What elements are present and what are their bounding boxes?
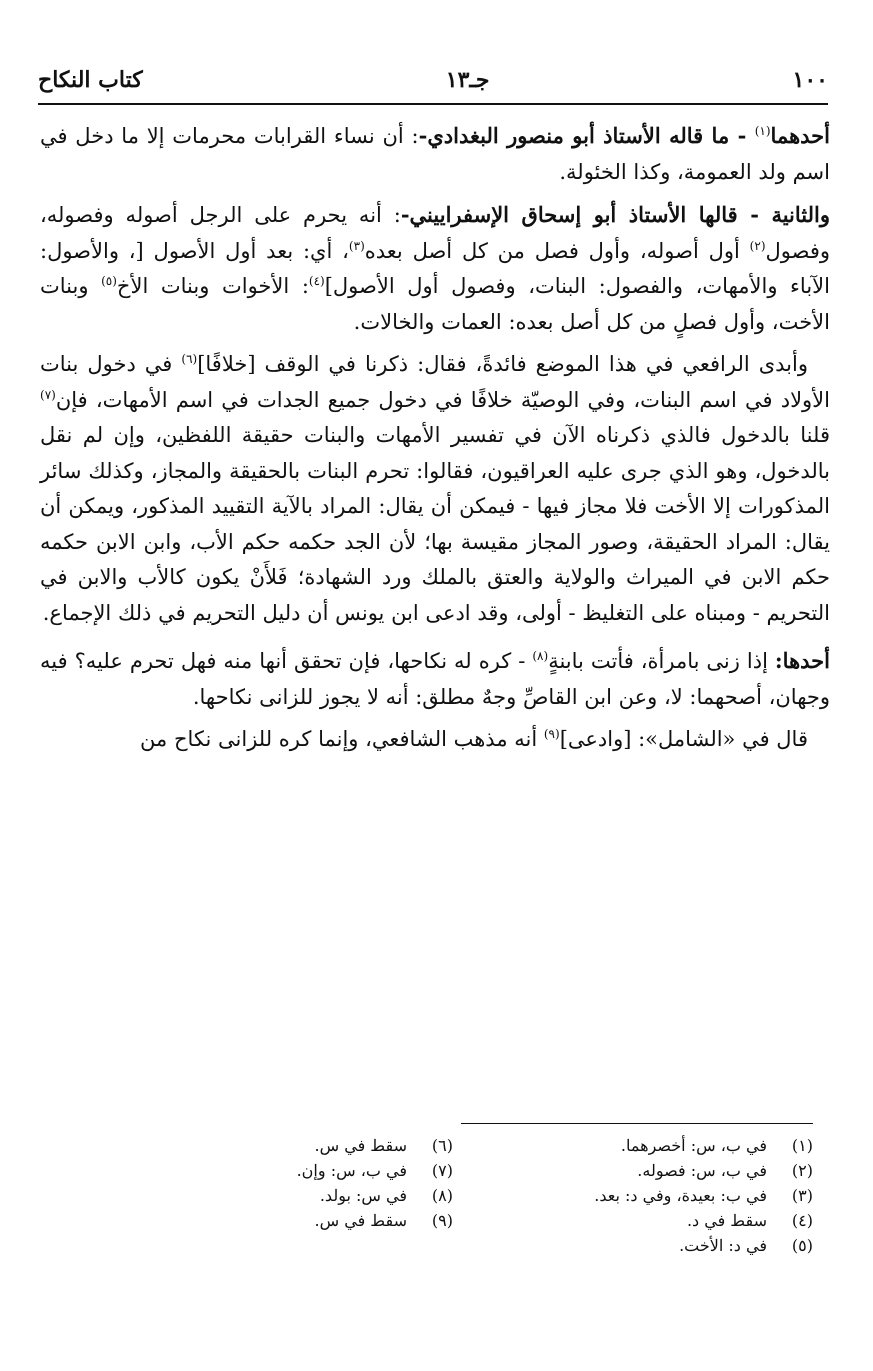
- footnote-number: (٤): [791, 1211, 813, 1230]
- footnote-text: في د: الأخت.: [679, 1236, 767, 1255]
- footnote-text: سقط في س.: [314, 1136, 407, 1155]
- footnote-ref-4: (٤): [308, 274, 325, 288]
- footnote-text: في ب: بعيدة، وفي د: بعد.: [594, 1186, 767, 1205]
- footnote-5: [493, 1233, 813, 1258]
- footnote-number: (٢): [791, 1161, 813, 1180]
- footnote-divider: [461, 1123, 813, 1124]
- para2-text-4: : الأخوات وبنات الأخ: [116, 274, 309, 298]
- footnote-number: (٧): [431, 1161, 453, 1180]
- footnote-number: (٥): [791, 1236, 813, 1255]
- para1-bold: - ما قاله الأستاذ أبو منصور البغدادي-: [418, 123, 755, 148]
- footnote-6: [133, 1133, 453, 1158]
- footnote-ref-3: (٣): [348, 238, 365, 253]
- para4-text-2: - كره له نكاحها، فإن تحقق أنها منه فهل تحرم عليه؟ فيه وجهان، أصحهما: لا، وعن ابن القاصِّ وجهٌ مطلق: أنه لا يجوز للزانى نكاحها.: [40, 649, 830, 709]
- para5-text-2: أنه مذهب الشافعي، وإنما كره للزانى نكاح من: [140, 727, 544, 751]
- para2-bold: والثانية - قالها الأستاذ أبو إسحاق الإسفراييني-: [400, 202, 830, 227]
- paragraph-5: [40, 722, 830, 758]
- footnotes-left-column: [133, 1133, 453, 1258]
- footnote-text: في س: بولد.: [319, 1186, 407, 1205]
- page-number: ١٠٠: [792, 67, 828, 93]
- footnote-number: (١): [791, 1136, 813, 1155]
- footnote-ref-5: (٥): [101, 274, 117, 288]
- volume-label: جـ١٣: [445, 67, 490, 93]
- main-text: [40, 118, 830, 765]
- footnotes: [133, 1133, 813, 1258]
- para1-text: : أن نساء القرابات محرمات إلا ما دخل في اسم ولد العمومة، وكذا الخئولة.: [40, 124, 830, 184]
- para2-text-1: : أنه يحرم على الرجل أصوله وفصوله، وفصول: [40, 203, 830, 263]
- paragraph-3: [40, 347, 830, 631]
- footnote-4: [493, 1208, 813, 1233]
- footnote-ref-8: (٨): [532, 649, 549, 663]
- chapter-title: كتاب النكاح: [38, 67, 143, 93]
- footnote-2: [493, 1158, 813, 1183]
- para2-text-2: أول أصوله، وأول فصل من كل أصل بعده: [364, 238, 750, 263]
- para4-lead: أحدها:: [774, 648, 830, 673]
- para3-text-1: وأبدى الرافعي في هذا الموضع فائدةً، فقال: ذكرنا في الوقف [خلافًا]: [197, 352, 809, 376]
- footnote-number: (٦): [431, 1136, 453, 1155]
- para4-text-1: إذا زنى بامرأة، فأتت بابنةٍ: [548, 649, 775, 673]
- header-divider: [38, 103, 828, 105]
- footnote-text: في ب، س: فصوله.: [637, 1161, 767, 1180]
- footnote-text: سقط في د.: [686, 1211, 767, 1230]
- footnote-ref-6: (٦): [181, 352, 198, 366]
- footnote-9: [133, 1208, 453, 1233]
- para2-text-3: ، أي: بعد أول الأصول [، والأصول: الآباء والأمهات، والفصول: البنات، وفصول أول الأصول]: [40, 238, 830, 298]
- footnote-ref-7: (٧): [40, 387, 56, 402]
- footnote-3: [493, 1183, 813, 1208]
- paragraph-4: [40, 643, 830, 715]
- paragraph-1: [40, 118, 830, 190]
- para2-text-5: وبنات الأخت، وأول فصلٍ من كل أصل بعده: العمات والخالات.: [40, 274, 830, 334]
- footnote-ref-9: (٩): [543, 727, 560, 741]
- footnote-number: (٣): [791, 1186, 813, 1205]
- footnote-7: [133, 1158, 453, 1183]
- footnote-text: سقط في س.: [314, 1211, 407, 1230]
- footnote-number: (٩): [431, 1211, 453, 1230]
- para3-text-2: في دخول بنات الأولاد في اسم البنات، وفي الوصيّة خلافًا في دخول جميع الجدات في اسم الأمهات، فإن: [40, 352, 830, 412]
- footnotes-right-column: [493, 1133, 813, 1258]
- page-header: [38, 62, 828, 98]
- footnote-text: في ب، س: وإن.: [296, 1161, 407, 1180]
- footnote-text: في ب، س: أخصرهما.: [620, 1136, 767, 1155]
- footnote-number: (٨): [431, 1186, 453, 1205]
- para5-text-1: قال في «الشامل»: [وادعى]: [559, 727, 808, 751]
- footnote-ref-2: (٢): [749, 238, 766, 253]
- para3-text-3: قلنا بالدخول فالذي ذكرناه الآن في تفسير الأمهات والبنات حقيقة اللفظين، وإن لم نقل بالدخول، وهو الذي جرى عليه العراقيون، فقالوا: تحرم البنات بالحقيقة والمجاز، وكذلك سائر المذكورات إلا الأخت فلا مجاز فيها - فيمكن أن يقال: المراد بالآية التقييد المذكور، ويمكن أن يقال: المراد الحقيقة، وصور المجاز مقيسة بها؛ لأن الجد حكمه حكم الأب، وابن الابن حكمه حكم الابن في الميراث والولاية والعتق بالملك ورد الشهادة؛ فَلأَنْ يكون كالأب والابن في التحريم - ومبناه على التغليظ - أولى، وقد ادعى ابن يونس أن دليل التحريم في ذلك الإجماع.: [40, 423, 830, 625]
- footnote-8: [133, 1183, 453, 1208]
- para1-lead: أحدهما: [770, 123, 830, 148]
- footnote-1: [493, 1133, 813, 1158]
- footnote-ref-1: (١): [754, 124, 771, 138]
- paragraph-2: [40, 197, 830, 340]
